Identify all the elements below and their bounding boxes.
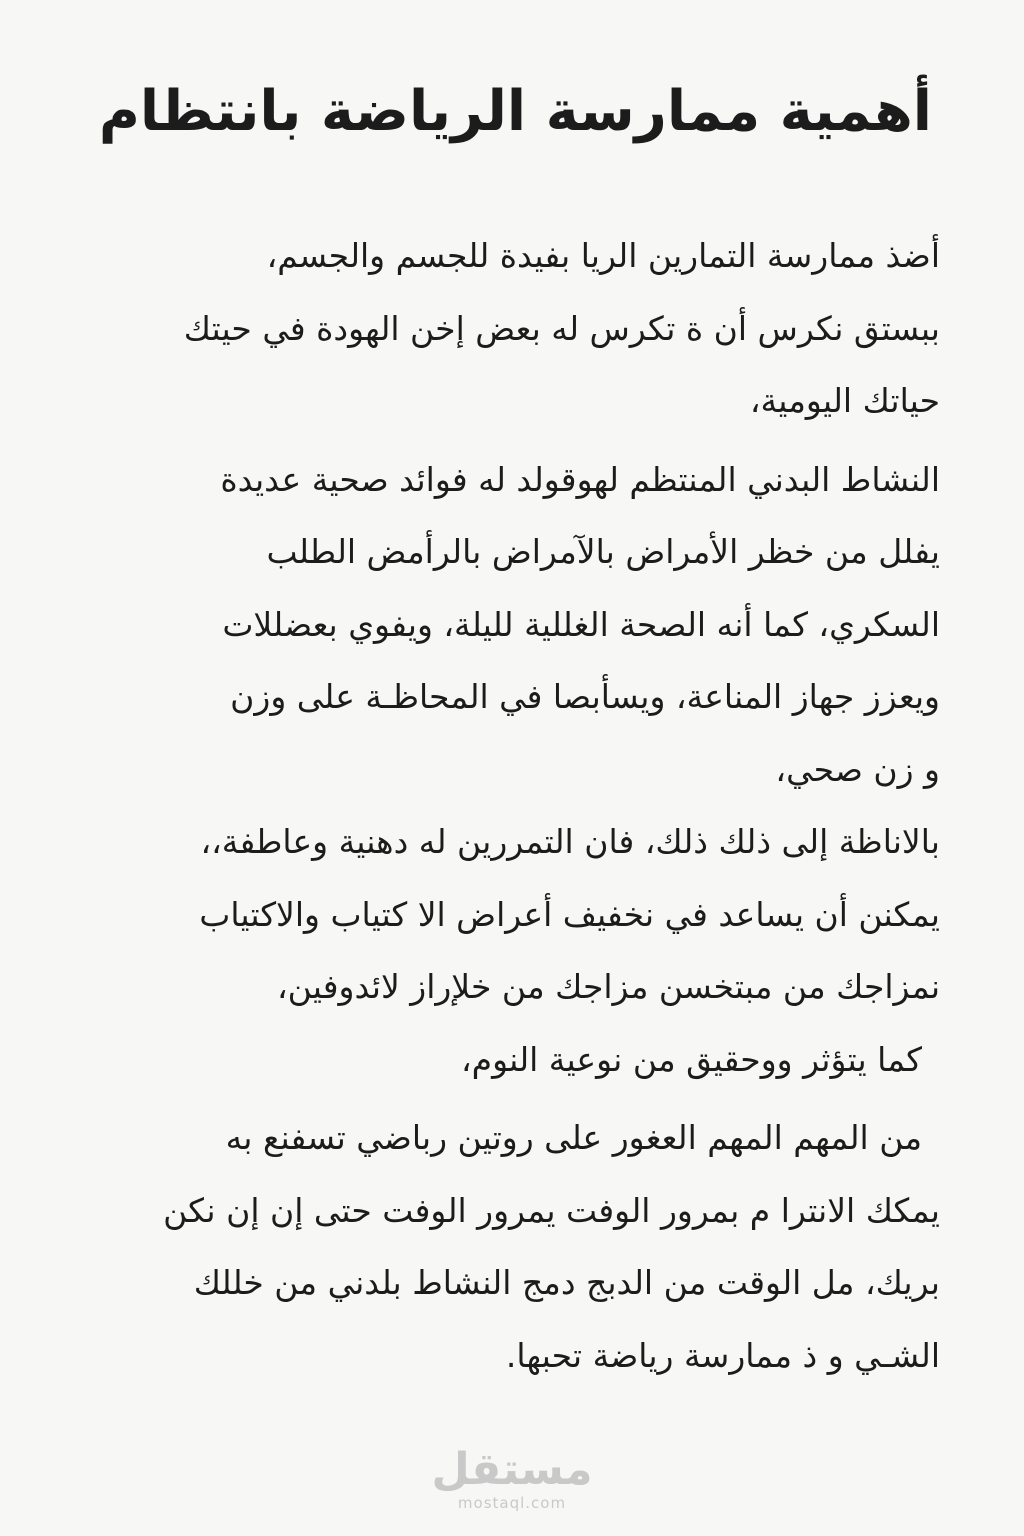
text-line: أضذ ممارسة التمارين الريا بفيدة للجسم والجسم، [266, 236, 940, 275]
text-line: السكري، كما أنه الصحة الغللية لليلة، ويفوي بعضللات [222, 604, 940, 644]
text-line: بالاناظة إلى ذلك ذلك، فان التمررين له دهنية وعاطفة،، [200, 822, 940, 861]
text-line: من المهم المهم العغور على روتين رباضي تسفنع به [225, 1118, 922, 1157]
text-line: النشاط البدني المنتظم لهوقولد له فوائد صحية عديدة [220, 459, 940, 499]
text-line: و زن صحي، [775, 749, 940, 789]
paragraph-intro [92, 220, 940, 438]
page-title: أهمية ممارسة الرياضة بانتظام [98, 79, 932, 144]
text-line: نمزاجك من مبتخسن مزاجك من خلإراز لائدوفين، [277, 967, 940, 1006]
text-line: يفلل من خظر الأمراض بالآمراض بالرأمض الطلب [266, 532, 940, 571]
paragraph-routine [92, 1102, 940, 1392]
paragraph-benefits [92, 444, 940, 1097]
text-line: بريك، مل الوقت من الدبج دمج النشاط بلدني من خللك [193, 1263, 940, 1302]
text-line: ويعزز جهاز المناعة، ويسأبصا في المحاظـة على وزن [230, 677, 940, 716]
text-line: الشـي و ذ ممارسة رياضة تحبها. [505, 1335, 940, 1375]
watermark-url-text: mostaql.com [457, 1494, 567, 1512]
watermark-arabic-text: مستقل [431, 1444, 593, 1495]
text-line: كما يتؤثر ووحقيق من نوعية النوم، [460, 1039, 922, 1079]
text-line: يمكنن أن يساعد في نخفيف أعراض الا كتياب والاكتياب [199, 894, 940, 934]
article-body [92, 220, 940, 1398]
text-line: يمكك الانترا م بمرور الوفت يمرور الوفت حتى إن إن نكن [163, 1190, 940, 1230]
text-line: حياتك اليومية، [749, 381, 940, 420]
mostaql-watermark-logo [0, 1444, 1024, 1512]
text-line: ببستق نكرس أن ة تكرس له بعض إخن الهودة في حيتك [183, 308, 940, 348]
